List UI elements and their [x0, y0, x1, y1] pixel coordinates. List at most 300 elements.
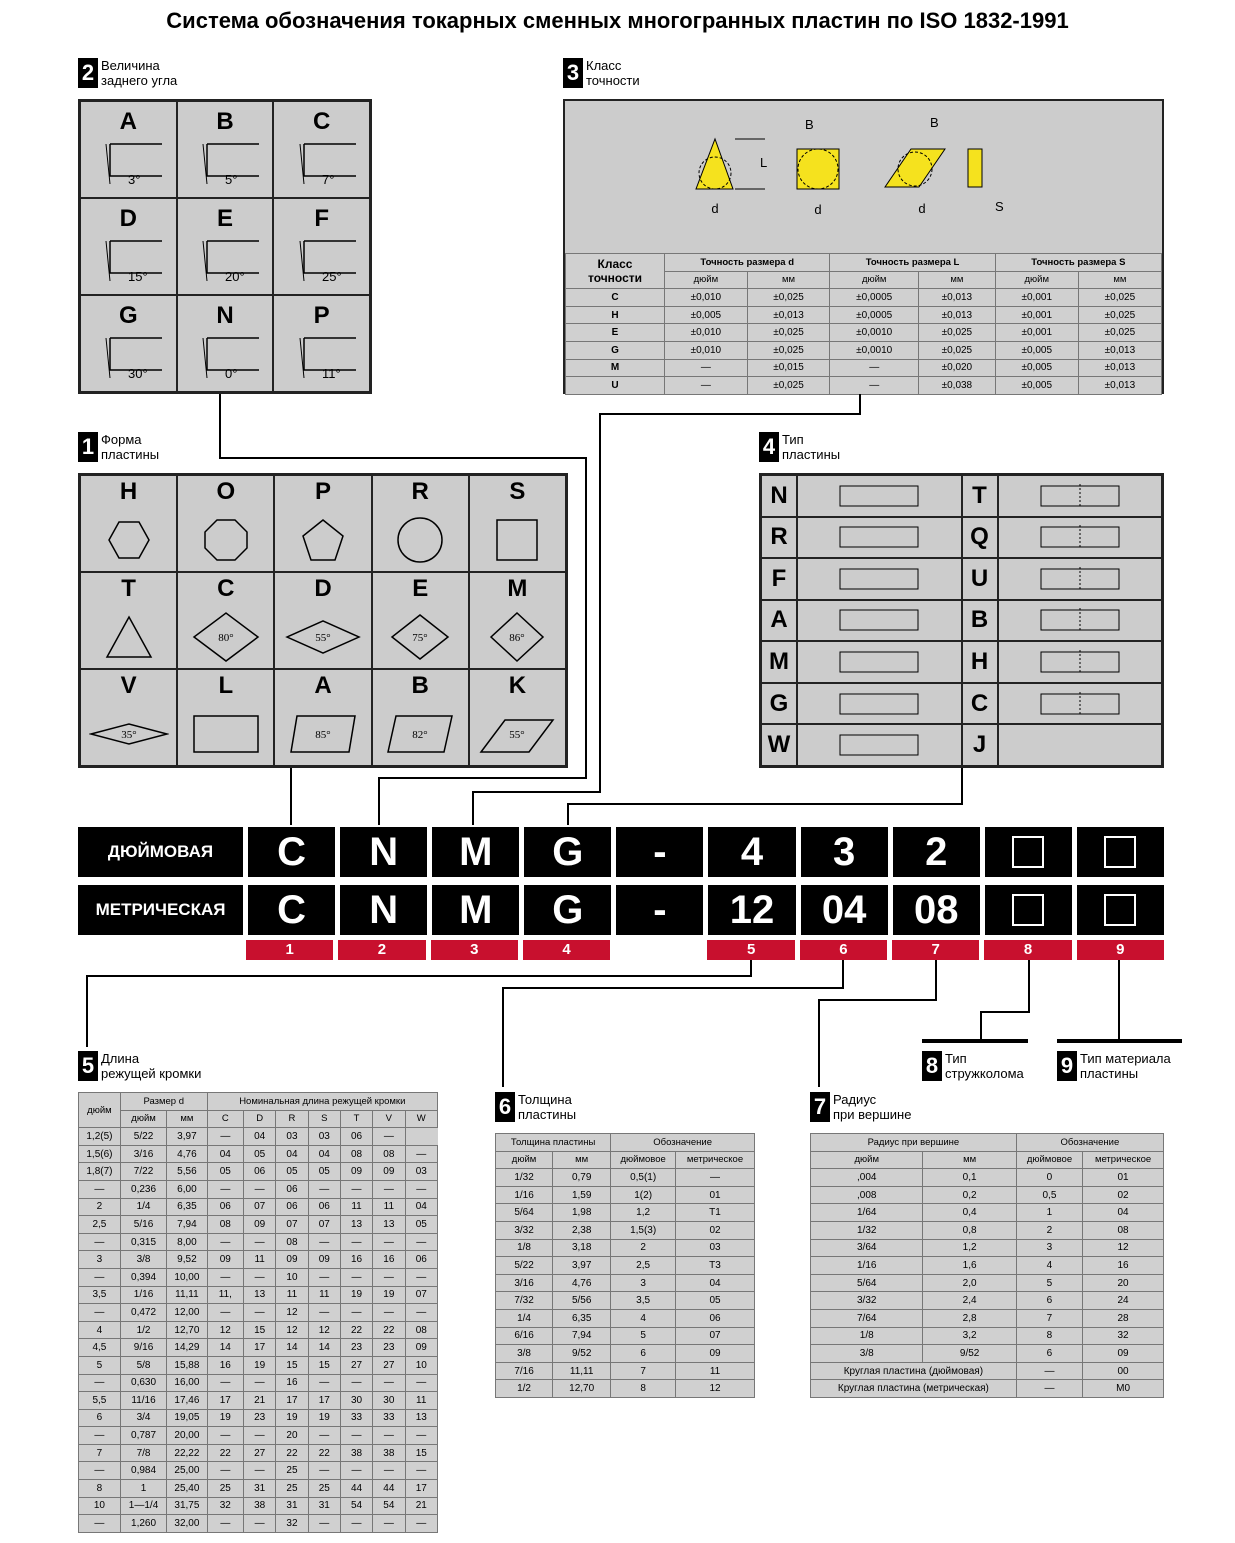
angle-cell — [177, 198, 274, 295]
angle-letter: C — [312, 107, 331, 135]
clearance-angle-icon — [185, 330, 265, 386]
table-cell: 1,8(7) — [79, 1163, 121, 1181]
code-char: 4 — [708, 827, 795, 877]
shape-cell — [80, 669, 177, 766]
tolerance-table — [565, 253, 1162, 395]
table-row — [496, 1186, 755, 1204]
table-cell: 19 — [276, 1409, 308, 1427]
table-cell: 5/8 — [120, 1356, 166, 1374]
table-cell: 05 — [244, 1145, 276, 1163]
page-title: Система обозначения токарных сменных многогранных пластин по ISO 1832-1991 — [166, 8, 1069, 33]
clearance-angle-icon — [282, 136, 362, 192]
table-cell: — — [79, 1180, 121, 1198]
index-label: 9 — [1077, 940, 1164, 960]
table-cell: 9,52 — [167, 1251, 207, 1269]
table-cell: 16 — [340, 1251, 372, 1269]
section-label: пластины — [101, 447, 160, 462]
col-header: метрическое — [676, 1151, 755, 1169]
table-cell: 09 — [308, 1251, 340, 1269]
table-cell: 07 — [676, 1327, 755, 1345]
table-row — [566, 377, 1162, 395]
code-char: C — [248, 827, 335, 877]
type-letter: B — [962, 600, 998, 642]
col-header: Номинальная длина режущей кромки — [207, 1093, 437, 1111]
table-cell: 30 — [373, 1392, 405, 1410]
table-cell: 11 — [373, 1198, 405, 1216]
table-cell: — — [308, 1233, 340, 1251]
table-cell: ±0,025 — [747, 341, 830, 359]
table-cell: 25,40 — [167, 1480, 207, 1498]
table-cell: ±0,015 — [747, 359, 830, 377]
table-cell: — — [207, 1304, 243, 1322]
table-cell: — — [207, 1128, 243, 1146]
table-cell: — — [79, 1462, 121, 1480]
unit-mm: мм — [919, 271, 996, 289]
table-cell: 0 — [1016, 1169, 1082, 1187]
table-cell: 7 — [611, 1362, 676, 1380]
col-header: C — [207, 1110, 243, 1128]
table-cell: 11,11 — [167, 1286, 207, 1304]
table-cell: E — [566, 324, 665, 342]
table-cell: 23 — [244, 1409, 276, 1427]
shape-letter: B — [411, 671, 429, 699]
table-cell: 20 — [1083, 1274, 1164, 1292]
clearance-angle-icon — [88, 330, 168, 386]
table-cell: 3/16 — [496, 1274, 553, 1292]
table-cell: 6/16 — [496, 1327, 553, 1345]
table-cell: — — [79, 1374, 121, 1392]
table-row — [79, 1180, 438, 1198]
table-cell: 09 — [676, 1345, 755, 1363]
table-row — [811, 1292, 1164, 1310]
table-row — [79, 1251, 438, 1269]
table-cell: 1/64 — [811, 1204, 923, 1222]
shape-icon — [89, 603, 169, 667]
table-cell: 4,76 — [553, 1274, 611, 1292]
table-cell: 1,2(5) — [79, 1128, 121, 1146]
table-cell: — — [308, 1427, 340, 1445]
table-cell: 22 — [276, 1444, 308, 1462]
angle-letter: D — [119, 204, 137, 232]
table-cell: ±0,0010 — [830, 324, 919, 342]
table-cell: 17 — [405, 1480, 438, 1498]
table-cell: 5 — [1016, 1274, 1082, 1292]
shape-angle: 80° — [218, 631, 234, 644]
angle-cell — [177, 101, 274, 198]
table-cell: 16 — [373, 1251, 405, 1269]
table-cell: 11 — [308, 1286, 340, 1304]
table-cell: 1,5(3) — [611, 1221, 676, 1239]
cutting-edge-table — [78, 1092, 438, 1533]
table-cell: 7/8 — [120, 1444, 166, 1462]
table-cell: ±0,010 — [665, 341, 748, 359]
table-cell: — — [308, 1515, 340, 1533]
table-row — [79, 1409, 438, 1427]
table-row — [496, 1169, 755, 1187]
clearance-angle-icon — [282, 233, 362, 289]
table-cell: 10,00 — [167, 1268, 207, 1286]
type-letter: M — [761, 641, 797, 683]
type-icon — [998, 600, 1163, 642]
table-cell: 13 — [244, 1286, 276, 1304]
table-cell: 25,00 — [167, 1462, 207, 1480]
table-cell: 5/56 — [553, 1292, 611, 1310]
index-label: 4 — [523, 940, 610, 960]
table-cell: 1/4 — [496, 1309, 553, 1327]
table-cell: — — [244, 1515, 276, 1533]
angle-value: 30° — [128, 365, 148, 381]
shape-cell — [274, 475, 371, 572]
section-label: Радиус — [833, 1092, 877, 1107]
type-letter: C — [962, 683, 998, 725]
table-row — [79, 1268, 438, 1286]
table-cell: 3 — [1016, 1239, 1082, 1257]
shape-icon — [380, 506, 460, 570]
table-cell: 3,97 — [167, 1128, 207, 1146]
table-cell: ±0,020 — [919, 359, 996, 377]
table-cell: 5/22 — [120, 1128, 166, 1146]
section-label: при вершине — [833, 1107, 912, 1122]
unit-inch: дюйм — [995, 271, 1078, 289]
table-cell: M0 — [1083, 1380, 1164, 1398]
table-cell: 09 — [340, 1163, 372, 1181]
table-cell: ±0,0005 — [830, 306, 919, 324]
table-row — [79, 1480, 438, 1498]
shape-letter: V — [120, 671, 137, 699]
table-cell: 31 — [276, 1497, 308, 1515]
table-cell: ±0,038 — [919, 377, 996, 395]
angle-cell — [273, 101, 370, 198]
table-cell: 31 — [308, 1497, 340, 1515]
table-cell: 3,2 — [923, 1327, 1016, 1345]
table-cell: — — [207, 1515, 243, 1533]
table-cell: 5/64 — [811, 1274, 923, 1292]
table-cell: — — [405, 1515, 438, 1533]
table-cell: — — [830, 359, 919, 377]
header-d: Точность размера d — [665, 254, 830, 272]
table-cell: 4 — [79, 1321, 121, 1339]
dim-B: B — [805, 117, 814, 132]
table-row — [811, 1204, 1164, 1222]
table-row — [79, 1216, 438, 1234]
table-cell: 13 — [405, 1409, 438, 1427]
shape-cell — [469, 572, 566, 669]
shape-icon — [186, 506, 266, 570]
table-cell: 1,260 — [120, 1515, 166, 1533]
table-cell: — — [308, 1304, 340, 1322]
table-cell: 20,00 — [167, 1427, 207, 1445]
section-label: Тип — [782, 432, 804, 447]
table-cell: ±0,001 — [995, 324, 1078, 342]
type-icon — [797, 683, 962, 725]
table-cell: M — [566, 359, 665, 377]
table-cell: 0,8 — [923, 1221, 1016, 1239]
table-cell: 13 — [373, 1216, 405, 1234]
table-cell: ±0,025 — [747, 289, 830, 307]
table-cell: 44 — [340, 1480, 372, 1498]
table-cell: ±0,013 — [919, 306, 996, 324]
table-cell: C — [566, 289, 665, 307]
table-cell: 22 — [308, 1444, 340, 1462]
table-cell: 05 — [207, 1163, 243, 1181]
inch-code-row — [78, 827, 1164, 877]
table-cell: — — [830, 377, 919, 395]
section-number: 5 — [78, 1051, 98, 1081]
table-cell: 3/32 — [811, 1292, 923, 1310]
col-header: S — [308, 1110, 340, 1128]
angle-value: 7° — [321, 171, 335, 187]
table-cell: 8 — [79, 1480, 121, 1498]
table-cell: 25 — [207, 1480, 243, 1498]
table-row — [811, 1362, 1164, 1380]
table-cell: 04 — [676, 1274, 755, 1292]
code-char: M — [432, 885, 519, 935]
table-cell: 12 — [1083, 1239, 1164, 1257]
table-cell: — — [676, 1169, 755, 1187]
table-cell: ±0,005 — [995, 341, 1078, 359]
table-cell: 04 — [308, 1145, 340, 1163]
table-cell: 4 — [1016, 1257, 1082, 1275]
thickness-table — [495, 1133, 755, 1398]
table-row — [566, 324, 1162, 342]
table-cell: 21 — [244, 1392, 276, 1410]
table-row — [79, 1339, 438, 1357]
table-cell: 1/2 — [120, 1321, 166, 1339]
shape-cell — [372, 572, 469, 669]
type-icon — [797, 475, 962, 517]
section-1-header — [78, 432, 159, 462]
table-cell: 19 — [207, 1409, 243, 1427]
section-number: 2 — [78, 58, 98, 88]
table-cell: 15 — [308, 1356, 340, 1374]
col-header: Размер d — [120, 1093, 207, 1111]
table-cell: 21 — [405, 1497, 438, 1515]
table-cell: 08 — [207, 1216, 243, 1234]
code-char: 08 — [893, 885, 980, 935]
clearance-angle-icon — [88, 233, 168, 289]
table-cell: — — [340, 1515, 372, 1533]
table-cell: 3/64 — [811, 1239, 923, 1257]
table-cell: 54 — [340, 1497, 372, 1515]
table-cell: 13 — [340, 1216, 372, 1234]
table-cell: 08 — [405, 1321, 438, 1339]
table-cell: 17 — [308, 1392, 340, 1410]
table-cell: — — [405, 1462, 438, 1480]
table-cell: 04 — [405, 1198, 438, 1216]
rhombus-insert-icon — [885, 149, 945, 187]
shape-cell — [274, 669, 371, 766]
col-header: дюймовое — [611, 1151, 676, 1169]
col-header: дюйм — [79, 1093, 121, 1128]
table-cell: 0,630 — [120, 1374, 166, 1392]
shape-icon — [477, 603, 557, 667]
type-icon — [998, 475, 1163, 517]
table-cell: 09 — [373, 1163, 405, 1181]
table-row — [79, 1233, 438, 1251]
section-label: заднего угла — [101, 73, 178, 88]
table-cell: H — [566, 306, 665, 324]
dim-B: B — [930, 115, 939, 130]
code-char: 12 — [708, 885, 795, 935]
shape-icon — [89, 700, 169, 764]
type-icon — [797, 517, 962, 559]
table-cell: 11/16 — [120, 1392, 166, 1410]
table-cell: 5 — [611, 1327, 676, 1345]
shape-letter: H — [119, 477, 138, 505]
table-cell: ±0,013 — [1078, 359, 1161, 377]
angle-value: 25° — [321, 268, 342, 284]
table-row — [496, 1309, 755, 1327]
section-3-header — [563, 58, 640, 88]
section-label: режущей кромки — [101, 1066, 202, 1081]
table-cell: 07 — [405, 1286, 438, 1304]
code-char: M — [432, 827, 519, 877]
table-cell: 6 — [1016, 1345, 1082, 1363]
table-cell: 3/8 — [811, 1345, 923, 1363]
shape-cell — [372, 669, 469, 766]
clearance-angle-icon — [282, 330, 362, 386]
table-cell: — — [665, 377, 748, 395]
table-row — [496, 1345, 755, 1363]
section-label: Величина — [101, 58, 160, 73]
type-letter: N — [761, 475, 797, 517]
index-label: 1 — [246, 940, 333, 960]
table-cell: — — [79, 1233, 121, 1251]
index-label: 3 — [431, 940, 518, 960]
type-letter: A — [761, 600, 797, 642]
table-cell: 1/32 — [496, 1169, 553, 1187]
table-cell: 23 — [373, 1339, 405, 1357]
table-cell: 0,4 — [923, 1204, 1016, 1222]
table-cell: 04 — [276, 1145, 308, 1163]
section-label: пластины — [782, 447, 841, 462]
table-cell: 09 — [244, 1216, 276, 1234]
table-cell: 03 — [405, 1163, 438, 1181]
table-cell: 09 — [276, 1251, 308, 1269]
shape-letter: O — [216, 477, 236, 505]
table-cell: 17 — [244, 1339, 276, 1357]
table-cell: T3 — [676, 1257, 755, 1275]
type-icon — [797, 600, 962, 642]
type-icon — [998, 641, 1163, 683]
table-cell: — — [1016, 1380, 1082, 1398]
type-letter: W — [761, 724, 797, 766]
table-cell: — — [373, 1304, 405, 1322]
angle-letter: G — [118, 301, 138, 329]
table-cell: 38 — [340, 1444, 372, 1462]
angle-value: 3° — [128, 171, 141, 187]
table-cell: 0,79 — [553, 1169, 611, 1187]
table-cell: 3 — [79, 1251, 121, 1269]
shape-letter: M — [507, 574, 528, 602]
table-cell: 00 — [1083, 1362, 1164, 1380]
table-cell: 3/8 — [120, 1251, 166, 1269]
table-cell: 02 — [1083, 1186, 1164, 1204]
type-letter: G — [761, 683, 797, 725]
table-cell: 02 — [676, 1221, 755, 1239]
table-cell: ±0,025 — [747, 377, 830, 395]
unit-inch: дюйм — [665, 271, 748, 289]
table-row — [496, 1292, 755, 1310]
table-cell: 1 — [120, 1480, 166, 1498]
table-cell: 04 — [244, 1128, 276, 1146]
type-icon — [998, 558, 1163, 600]
table-cell: 1,59 — [553, 1186, 611, 1204]
type-letter: Q — [962, 517, 998, 559]
table-cell: 19,05 — [167, 1409, 207, 1427]
table-cell: 17,46 — [167, 1392, 207, 1410]
table-cell: 09 — [207, 1251, 243, 1269]
table-cell: 9/52 — [553, 1345, 611, 1363]
table-row — [496, 1221, 755, 1239]
metric-code-row — [78, 885, 1164, 935]
table-cell: — — [79, 1427, 121, 1445]
unit-mm: мм — [1078, 271, 1161, 289]
table-cell: 3,97 — [553, 1257, 611, 1275]
table-row — [496, 1204, 755, 1222]
header-L: Точность размера L — [830, 254, 995, 272]
table-cell: 1/16 — [496, 1186, 553, 1204]
table-cell: — — [207, 1268, 243, 1286]
table-cell: — — [79, 1304, 121, 1322]
table-cell: 1/16 — [811, 1257, 923, 1275]
shape-icon — [186, 700, 266, 764]
dim-L: L — [760, 155, 768, 170]
table-cell: 7 — [1016, 1309, 1082, 1327]
table-cell: 08 — [340, 1145, 372, 1163]
table-cell: 32 — [1083, 1327, 1164, 1345]
table-cell: ±0,013 — [919, 289, 996, 307]
code-char: N — [340, 885, 427, 935]
shape-icon — [283, 506, 363, 570]
table-cell: 12 — [676, 1380, 755, 1398]
table-cell: 01 — [676, 1186, 755, 1204]
shape-angle: 85° — [315, 728, 331, 741]
table-row — [811, 1327, 1164, 1345]
shape-letter: D — [314, 574, 332, 602]
table-cell: 30 — [340, 1392, 372, 1410]
table-cell: 0,394 — [120, 1268, 166, 1286]
angle-cell — [80, 295, 177, 392]
table-row — [566, 306, 1162, 324]
table-cell: 22 — [340, 1321, 372, 1339]
table-cell: — — [79, 1268, 121, 1286]
section-5-header — [78, 1051, 201, 1081]
table-cell: 1,5(6) — [79, 1145, 121, 1163]
table-cell: 25 — [308, 1480, 340, 1498]
table-cell: 3,5 — [611, 1292, 676, 1310]
table-cell: G — [566, 341, 665, 359]
table-cell: 27 — [340, 1356, 372, 1374]
table-row — [79, 1515, 438, 1533]
table-row — [496, 1274, 755, 1292]
section-label: пластины — [1080, 1066, 1139, 1081]
table-cell: 15,88 — [167, 1356, 207, 1374]
table-row — [811, 1380, 1164, 1398]
table-cell: 33 — [340, 1409, 372, 1427]
table-cell: 5/16 — [120, 1216, 166, 1234]
shape-letter: S — [509, 477, 526, 505]
table-cell: — — [79, 1515, 121, 1533]
table-cell: 04 — [207, 1145, 243, 1163]
table-cell: 2 — [79, 1198, 121, 1216]
table-cell: 6 — [611, 1345, 676, 1363]
table-cell: 15 — [276, 1356, 308, 1374]
clearance-angle-icon — [88, 136, 168, 192]
table-cell: 6,00 — [167, 1180, 207, 1198]
table-cell: — — [405, 1427, 438, 1445]
table-cell: 33 — [373, 1409, 405, 1427]
